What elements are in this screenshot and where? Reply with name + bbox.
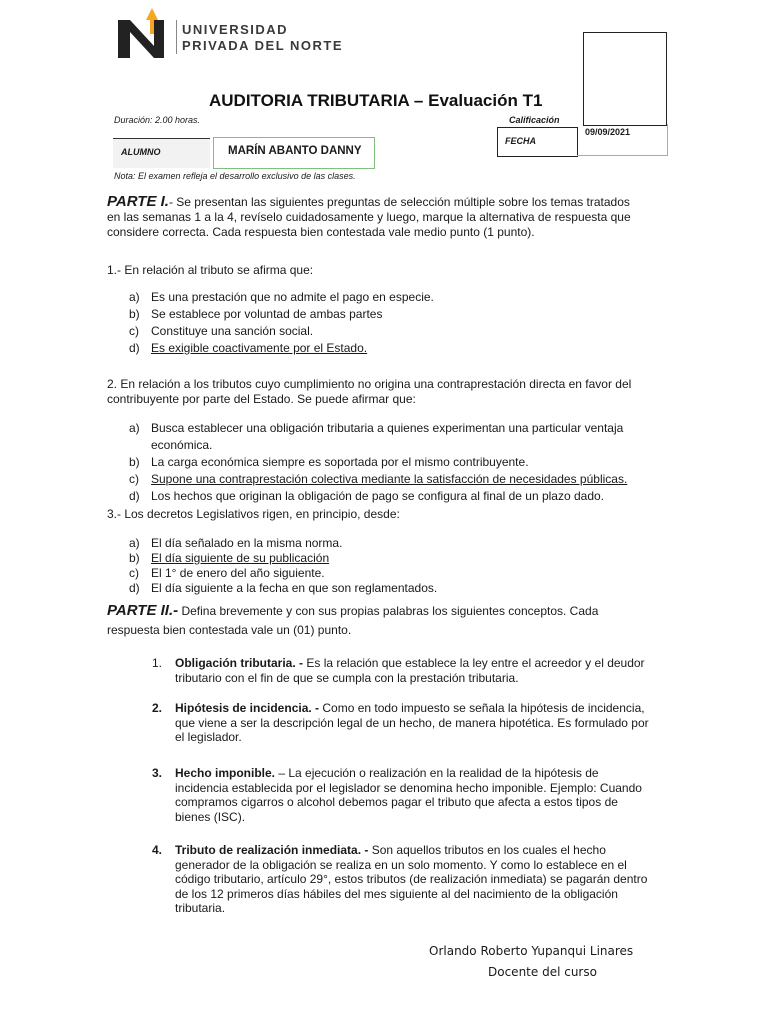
option-label: c) bbox=[129, 566, 139, 580]
option-text: El día señalado en la misma norma. bbox=[151, 536, 343, 550]
part2-intro-first: Defina brevemente y con sus propias palabras los siguientes conceptos. Cada bbox=[178, 604, 599, 618]
definition-text: Es la relación que establece la ley entre el acreedor y el deudor bbox=[303, 656, 645, 670]
definition-line: tributario con el fin de que se cumpla con la prestación tributaria. bbox=[175, 670, 519, 685]
definition-number: 2. bbox=[152, 701, 163, 715]
part2-intro-line: respuesta bien contestada vale un (01) punto. bbox=[107, 623, 352, 637]
definition-text: Como en todo impuesto se señala la hipótesis de incidencia, bbox=[319, 701, 645, 715]
question-3-text: 3.- Los decretos Legislativos rigen, en principio, desde: bbox=[107, 507, 400, 521]
definition-line: que viene a ser la descripción legal de un hecho, de manera hipotética. Es formulado por bbox=[175, 715, 649, 730]
option-text: La carga económica siempre es soportada por el mismo contribuyente. bbox=[151, 455, 529, 469]
option-text: El día siguiente a la fecha en que son reglamentados. bbox=[151, 581, 438, 595]
option-text-selected: El día siguiente de su publicación bbox=[151, 551, 330, 565]
option-text-selected: Supone una contraprestación colectiva mediante la satisfacción de necesidades públicas. bbox=[151, 472, 628, 486]
exam-note: Nota: El examen refleja el desarrollo exclusivo de las clases. bbox=[114, 171, 356, 181]
option-text: Constituye una sanción social. bbox=[151, 324, 314, 338]
definition-number: 1. bbox=[152, 656, 163, 670]
option-label: b) bbox=[129, 551, 140, 565]
part1-heading: PARTE I. bbox=[107, 193, 169, 210]
definition-line: compramos cigarros o alcohol debemos pagar el tributo que afecta a estos tipos de bbox=[175, 795, 618, 809]
part1-intro-first: - Se presentan las siguientes preguntas de selección múltiple sobre los temas tratados bbox=[168, 195, 630, 209]
duration-text: Duración: 2.00 horas. bbox=[114, 115, 201, 125]
option-text: Busca establecer una obligación tributaria a quienes experimentan una particular ventaja bbox=[151, 421, 624, 435]
university-name-line1: UNIVERSIDAD bbox=[182, 22, 289, 37]
definition-line: incidencia establecida por el legislador se denomina hecho imponible. Ejemplo: Cuando bbox=[175, 780, 642, 795]
university-logo-mark bbox=[112, 6, 182, 62]
definition-line: código tributario, artículo 29°, estos tributos (de realización inmediata) se pagarán dentro bbox=[175, 872, 648, 886]
definition-first-line bbox=[175, 843, 665, 858]
definition-line: bienes (ISC). bbox=[175, 809, 246, 824]
definition-term: Hipótesis de incidencia. - bbox=[175, 701, 320, 715]
option-label: d) bbox=[129, 581, 140, 595]
option-text: Los hechos que originan la obligación de pago se configura al final de un plazo dado. bbox=[151, 489, 604, 503]
definition-number: 3. bbox=[152, 766, 163, 780]
grade-label: Calificación bbox=[509, 115, 560, 125]
definition-text: – La ejecución o realización en la realidad de la hipótesis de bbox=[275, 766, 599, 780]
option-label: d) bbox=[129, 341, 140, 355]
teacher-name: Orlando Roberto Yupanqui Linares bbox=[429, 944, 634, 958]
definition-term: Tributo de realización inmediata. - bbox=[175, 843, 369, 857]
definition-number: 4. bbox=[152, 843, 163, 857]
option-text: Es una prestación que no admite el pago en especie. bbox=[151, 290, 434, 304]
definition-line: el legislador. bbox=[175, 730, 242, 744]
definition-term: Obligación tributaria. - bbox=[175, 656, 304, 670]
option-text-selected: Es exigible coactivamente por el Estado. bbox=[151, 341, 368, 355]
option-text: económica. bbox=[151, 438, 213, 452]
part2-heading: PARTE II.- bbox=[107, 602, 179, 619]
question-2-text: contribuyente por parte del Estado. Se puede afirmar que: bbox=[107, 392, 416, 406]
option-label: b) bbox=[129, 307, 140, 321]
part1-intro bbox=[107, 194, 630, 210]
definition-text: Son aquellos tributos en los cuales el hecho bbox=[368, 843, 606, 857]
option-label: a) bbox=[129, 290, 140, 304]
part1-intro-line: en las semanas 1 a la 4, revíselo cuidadosamente y luego, marque la alternativa de respuesta que bbox=[107, 210, 631, 224]
definition-line: de los 12 primeros días hábiles del mes siguiente al del nacimiento de la obligación bbox=[175, 886, 618, 901]
part1-intro-line: considere correcta. Cada respuesta bien contestada vale medio punto (1 punto). bbox=[107, 225, 535, 239]
grade-box bbox=[583, 32, 667, 126]
question-2-text: 2. En relación a los tributos cuyo cumplimiento no origina una contraprestación directa en favor del bbox=[107, 377, 632, 391]
student-label: ALUMNO bbox=[121, 147, 161, 157]
definition-line: tributaria. bbox=[175, 901, 226, 915]
option-text: Se establece por voluntad de ambas partes bbox=[151, 307, 383, 321]
option-label: a) bbox=[129, 421, 140, 435]
option-text: El 1° de enero del año siguiente. bbox=[151, 566, 325, 580]
date-value: 09/09/2021 bbox=[585, 127, 631, 137]
option-label: d) bbox=[129, 489, 140, 503]
option-label: b) bbox=[129, 455, 140, 469]
definition-first-line bbox=[175, 766, 665, 781]
teacher-role: Docente del curso bbox=[488, 965, 597, 979]
exam-title: AUDITORIA TRIBUTARIA – Evaluación T1 bbox=[209, 91, 543, 110]
university-name-line2: PRIVADA DEL NORTE bbox=[182, 38, 344, 53]
logo-divider bbox=[176, 20, 177, 54]
definition-term: Hecho imponible. bbox=[175, 766, 276, 780]
option-label: c) bbox=[129, 472, 139, 486]
date-label: FECHA bbox=[505, 136, 536, 146]
definition-first-line bbox=[175, 656, 665, 671]
question-1-text: 1.- En relación al tributo se afirma que: bbox=[107, 263, 314, 277]
option-label: a) bbox=[129, 536, 140, 550]
definition-first-line bbox=[175, 701, 665, 716]
definition-line: generador de la obligación se realiza en un solo momento. Y como lo establece en el bbox=[175, 857, 627, 872]
option-label: c) bbox=[129, 324, 139, 338]
student-name: MARÍN ABANTO DANNY bbox=[228, 145, 362, 157]
part2-intro bbox=[107, 603, 598, 619]
